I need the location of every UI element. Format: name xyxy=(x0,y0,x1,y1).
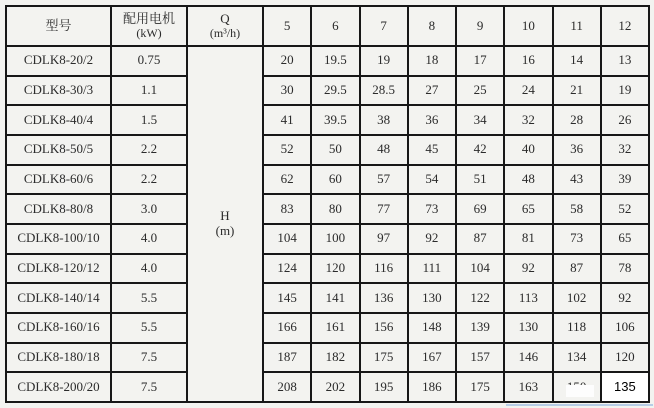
header-motor-power xyxy=(111,6,187,46)
header-q-unit: (m³/h) xyxy=(209,25,241,40)
head-value-cell: 134 xyxy=(553,343,601,373)
head-value-cell: 100 xyxy=(311,224,359,254)
motor-power-cell: 2.2 xyxy=(111,165,187,195)
head-value-cell: 156 xyxy=(360,313,408,343)
head-value-cell: 77 xyxy=(360,194,408,224)
head-value-cell: 28.5 xyxy=(360,76,408,106)
head-value-cell: 36 xyxy=(408,105,456,135)
head-value-cell: 16 xyxy=(504,46,552,76)
head-symbol: H xyxy=(220,208,230,224)
head-value-cell: 39 xyxy=(601,165,649,195)
head-value-cell: 182 xyxy=(311,343,359,373)
head-value-cell: 36 xyxy=(553,135,601,165)
table-row xyxy=(6,165,649,195)
head-value-cell: 25 xyxy=(456,76,504,106)
model-cell: CDLK8-160/16 xyxy=(6,313,111,343)
head-value-cell: 130 xyxy=(504,313,552,343)
head-value-cell: 97 xyxy=(360,224,408,254)
head-value-cell: 148 xyxy=(408,313,456,343)
head-value-cell: 113 xyxy=(504,283,552,313)
head-value-cell: 41 xyxy=(263,105,311,135)
head-value-cell: 166 xyxy=(263,313,311,343)
head-value-cell: 45 xyxy=(408,135,456,165)
model-cell: CDLK8-180/18 xyxy=(6,343,111,373)
head-value-cell: 118 xyxy=(553,313,601,343)
head-value-cell: 161 xyxy=(311,313,359,343)
head-value-cell: 14 xyxy=(553,46,601,76)
head-value-cell: 92 xyxy=(601,283,649,313)
head-value-cell: 26 xyxy=(601,105,649,135)
header-motor-line1: 配用电机 xyxy=(122,10,175,26)
motor-power-cell: 4.0 xyxy=(111,254,187,284)
header-flow-value: 7 xyxy=(360,6,408,46)
header-motor-unit: (kW) xyxy=(136,25,162,40)
head-value-cell: 80 xyxy=(311,194,359,224)
head-value-cell: 52 xyxy=(263,135,311,165)
head-value-cell: 124 xyxy=(263,254,311,284)
head-value-cell: 28 xyxy=(553,105,601,135)
head-value-cell-patched: 135 xyxy=(601,372,649,402)
header-flow-value: 10 xyxy=(504,6,552,46)
head-value-cell: 104 xyxy=(263,224,311,254)
table-row xyxy=(6,313,649,343)
head-value-cell: 32 xyxy=(601,135,649,165)
head-value-cell: 130 xyxy=(408,283,456,313)
head-value-cell: 157 xyxy=(456,343,504,373)
head-value-cell: 42 xyxy=(456,135,504,165)
header-flow-value: 8 xyxy=(408,6,456,46)
motor-power-cell: 0.75 xyxy=(111,46,187,76)
head-value-cell: 34 xyxy=(456,105,504,135)
head-value-cell: 30 xyxy=(263,76,311,106)
head-value-cell: 19 xyxy=(601,76,649,106)
head-value-cell: 116 xyxy=(360,254,408,284)
scan-blue-line-artifact xyxy=(506,404,653,406)
head-value-cell: 51 xyxy=(456,165,504,195)
model-cell: CDLK8-50/5 xyxy=(6,135,111,165)
table-row xyxy=(6,343,649,373)
table-row xyxy=(6,372,649,402)
head-value-cell: 24 xyxy=(504,76,552,106)
head-value-cell: 202 xyxy=(311,372,359,402)
model-cell: CDLK8-40/4 xyxy=(6,105,111,135)
header-model: 型号 xyxy=(6,6,111,46)
head-value-cell: 38 xyxy=(360,105,408,135)
header-flow-value: 9 xyxy=(456,6,504,46)
header-flow-value: 5 xyxy=(263,6,311,46)
head-value-cell: 102 xyxy=(553,283,601,313)
motor-power-cell: 5.5 xyxy=(111,283,187,313)
motor-power-cell: 1.5 xyxy=(111,105,187,135)
head-value-cell: 19 xyxy=(360,46,408,76)
head-value-cell: 175 xyxy=(360,343,408,373)
head-value-cell: 19.5 xyxy=(311,46,359,76)
head-value-cell: 52 xyxy=(601,194,649,224)
head-value-cell: 208 xyxy=(263,372,311,402)
scan-erasure-artifact xyxy=(566,385,594,397)
head-value-cell: 29.5 xyxy=(311,76,359,106)
head-value-cell: 21 xyxy=(553,76,601,106)
head-value-cell: 83 xyxy=(263,194,311,224)
head-value-cell: 111 xyxy=(408,254,456,284)
head-value-cell: 139 xyxy=(456,313,504,343)
head-value-cell: 167 xyxy=(408,343,456,373)
head-value-cell: 32 xyxy=(504,105,552,135)
table-row xyxy=(6,254,649,284)
table-row xyxy=(6,76,649,106)
head-value-cell: 54 xyxy=(408,165,456,195)
motor-power-cell: 7.5 xyxy=(111,343,187,373)
pump-spec-table xyxy=(5,5,650,403)
motor-power-cell: 1.1 xyxy=(111,76,187,106)
motor-power-cell: 5.5 xyxy=(111,313,187,343)
head-value-cell: 163 xyxy=(504,372,552,402)
table-row xyxy=(6,283,649,313)
head-value-cell: 48 xyxy=(504,165,552,195)
model-cell: CDLK8-140/14 xyxy=(6,283,111,313)
head-value-cell: 43 xyxy=(553,165,601,195)
table-row xyxy=(6,135,649,165)
head-value-cell: 13 xyxy=(601,46,649,76)
head-value-cell: 187 xyxy=(263,343,311,373)
motor-power-cell: 2.2 xyxy=(111,135,187,165)
head-value-cell: 39.5 xyxy=(311,105,359,135)
head-value-cell: 78 xyxy=(601,254,649,284)
head-value-cell: 87 xyxy=(456,224,504,254)
model-cell: CDLK8-100/10 xyxy=(6,224,111,254)
head-value-cell: 175 xyxy=(456,372,504,402)
head-value-cell: 69 xyxy=(456,194,504,224)
head-value-cell: 40 xyxy=(504,135,552,165)
head-value-cell: 17 xyxy=(456,46,504,76)
header-q-symbol: Q xyxy=(220,10,230,26)
head-value-cell: 146 xyxy=(504,343,552,373)
head-value-cell: 73 xyxy=(408,194,456,224)
head-value-cell: 92 xyxy=(504,254,552,284)
model-cell: CDLK8-80/8 xyxy=(6,194,111,224)
head-value-cell: 106 xyxy=(601,313,649,343)
table-row xyxy=(6,194,649,224)
head-value-cell: 87 xyxy=(553,254,601,284)
model-cell: CDLK8-60/6 xyxy=(6,165,111,195)
head-value-cell: 20 xyxy=(263,46,311,76)
header-flow-value: 11 xyxy=(553,6,601,46)
head-value-cell: 57 xyxy=(360,165,408,195)
model-cell: CDLK8-20/2 xyxy=(6,46,111,76)
head-value-cell: 81 xyxy=(504,224,552,254)
motor-power-cell: 4.0 xyxy=(111,224,187,254)
head-value-cell: 120 xyxy=(311,254,359,284)
model-cell: CDLK8-120/12 xyxy=(6,254,111,284)
header-flow-value: 12 xyxy=(601,6,649,46)
head-value-cell: 145 xyxy=(263,283,311,313)
table-row xyxy=(6,46,649,76)
head-value-cell: 18 xyxy=(408,46,456,76)
head-value-cell: 50 xyxy=(311,135,359,165)
head-value-cell: 48 xyxy=(360,135,408,165)
head-value-cell: 122 xyxy=(456,283,504,313)
head-unit-cell xyxy=(187,46,263,402)
head-value-cell: 62 xyxy=(263,165,311,195)
head-value-cell: 120 xyxy=(601,343,649,373)
head-value-cell: 136 xyxy=(360,283,408,313)
head-value-cell: 104 xyxy=(456,254,504,284)
head-value-cell: 186 xyxy=(408,372,456,402)
header-flow-value: 6 xyxy=(311,6,359,46)
head-value-cell: 195 xyxy=(360,372,408,402)
motor-power-cell: 3.0 xyxy=(111,194,187,224)
table-row xyxy=(6,224,649,254)
head-value-cell: 60 xyxy=(311,165,359,195)
head-value-cell: 65 xyxy=(601,224,649,254)
head-unit: (m) xyxy=(215,223,235,238)
head-value-cell: 65 xyxy=(504,194,552,224)
head-value-cell: 92 xyxy=(408,224,456,254)
table-row xyxy=(6,105,649,135)
head-value-cell: 141 xyxy=(311,283,359,313)
head-value-cell: 58 xyxy=(553,194,601,224)
head-value-cell: 27 xyxy=(408,76,456,106)
motor-power-cell: 7.5 xyxy=(111,372,187,402)
header-row xyxy=(6,6,649,46)
header-flow-q xyxy=(187,6,263,46)
head-value-cell: 73 xyxy=(553,224,601,254)
model-cell: CDLK8-30/3 xyxy=(6,76,111,106)
model-cell: CDLK8-200/20 xyxy=(6,372,111,402)
